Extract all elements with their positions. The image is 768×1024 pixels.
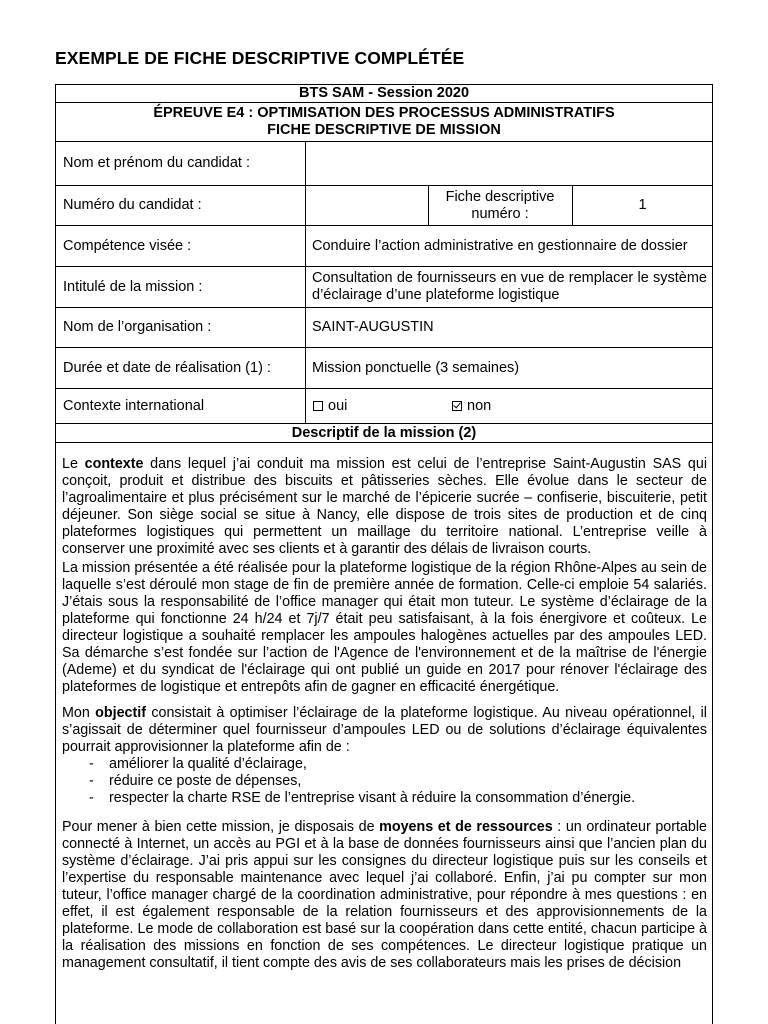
option-oui-label: oui: [328, 397, 348, 414]
descriptif-heading: Descriptif de la mission (2): [291, 424, 477, 441]
column-divider: [305, 141, 306, 423]
option-oui[interactable]: [313, 389, 453, 423]
candidate-number-field[interactable]: [312, 186, 422, 225]
column-divider: [428, 185, 429, 225]
paragraph-contexte: Le contexte dans lequel j’ai conduit ma mission est celui de l’entreprise Saint-Augustin SAS qui conçoit, produit et distribue des biscuits et pâtisseries sèches. Elle évolue dans le secteur de l’agroalimentaire et plus précisément sur le marché de l’épicerie sucrée – confiserie, biscuiterie, petit déjeuner. Son siège social se situe à Nancy, elle dispose de trois sites de production et de cinq plateformes logistiques qui permettent un maillage du territoire national. L’entreprise veille à conserver une proximité avec ses clients et à garantir des délais de livraison courts.: [62, 456, 707, 557]
fiche-number-field[interactable]: 1: [638, 197, 647, 213]
fiche-subtitle: FICHE DESCRIPTIVE DE MISSION: [267, 122, 501, 138]
paragraph-objectif: Mon objectif consistait à optimiser l’éclairage de la plateforme logistique. Au niveau opérationnel, il s’agissait de déterminer quel fournisseur d’ampoules LED ou de solutions d’éclairage équivalentes pourrait approvisionner la plateforme afin de :: [62, 705, 707, 755]
paragraph-mission: La mission présentée a été réalisée pour la plateforme logistique de la région Rhône-Alpes au sein de laquelle s’est déroulé mon stage de fin de première année de formation. Celle-ci emploie 54 salariés. J’étais sous la responsabilité de l’office manager qui était mon tuteur. Le système d’éclairage de la plateforme qui fonctionne 24 h/24 et 7j/7 était peu satisfaisant, à la fois énergivore et coûteux. Le directeur logistique a souhaité remplacer les ampoules halogènes actuelles par des ampoules LED. Sa démarche s’est fondée sur l’action de l'Agence de l'environnement et de la maîtrise de l'énergie (Ademe) et du syndicat de l'éclairage qui ont publié un guide en 2017 pour rénover l'éclairage des plateformes de logistique et entrepôts afin de gagner en efficacité énergétique.: [62, 560, 707, 695]
checkbox-oui[interactable]: [313, 401, 323, 411]
contexte-label: Contexte international: [63, 397, 205, 414]
divider: [56, 442, 712, 443]
competence-value: Conduire l’action administrative en gestionnaire de dossier: [312, 237, 688, 254]
mission-form: [55, 84, 713, 1024]
objectif-list: [62, 756, 707, 807]
list-item: - améliorer la qualité d’éclairage,: [62, 756, 707, 773]
paragraph-moyens: Pour mener à bien cette mission, je disposais de moyens et de ressources : un ordinateur portable connecté à Internet, un accès au PGI et à la base de données fournisseurs ainsi que l’ancien plan du système d’éclairage. J’ai pris appui sur les consignes du directeur logistique puis sur les conseils et l’expertise du responsable maintenance avec lequel j’ai collaboré. Enfin, j’ai pu compter sur mon tuteur, l’office manager chargé de la coordination administrative, pour répondre à mes questions : en effet, il est également responsable de la relation fournisseurs et des approvisionnements de la plateforme. Le mode de collaboration est basé sur la coopération dans cette entité, chacun participe à la réalisation des missions en fonction de ses compétences. Le directeur logistique pratique un management consultatif, il tient compte des avis de ses collaborateurs mais les prises de décision: [62, 819, 707, 971]
document-title: EXEMPLE DE FICHE DESCRIPTIVE COMPLÉTÉE: [55, 48, 465, 68]
epreuve-title: ÉPREUVE E4 : OPTIMISATION DES PROCESSUS ADMINISTRATIFS: [153, 105, 615, 121]
option-non[interactable]: [452, 389, 592, 423]
organisation-label: Nom de l’organisation :: [63, 319, 212, 335]
mission-label: Intitulé de la mission :: [63, 278, 203, 295]
candidate-name-label: Nom et prénom du candidat :: [63, 155, 250, 171]
candidate-number-label: Numéro du candidat :: [63, 197, 202, 213]
epreuve-header: [56, 103, 712, 141]
list-item: - réduire ce poste de dépenses,: [62, 773, 707, 790]
keyword-moyens: moyens et de ressources: [379, 819, 553, 835]
fiche-number-label: Fiche descriptive numéro :: [445, 188, 555, 222]
duree-label: Durée et date de réalisation (1) :: [63, 359, 271, 376]
checkbox-non[interactable]: [452, 401, 462, 411]
competence-label: Compétence visée :: [63, 237, 192, 254]
organisation-field[interactable]: SAINT-AUGUSTIN: [312, 319, 434, 335]
session-header: BTS SAM - Session 2020: [298, 85, 470, 101]
mission-value: Consultation de fournisseurs en vue de remplacer le système d’éclairage d’une plateforme logistique: [312, 270, 707, 303]
candidate-name-field[interactable]: [312, 142, 707, 185]
duree-field[interactable]: Mission ponctuelle (3 semaines): [312, 359, 520, 376]
competence-field[interactable]: [312, 226, 707, 266]
keyword-objectif: objectif: [95, 705, 147, 721]
keyword-contexte: contexte: [84, 456, 144, 472]
mission-field[interactable]: [312, 267, 707, 307]
descriptif-body: [62, 456, 707, 972]
option-non-label: non: [467, 397, 492, 414]
list-item: - respecter la charte RSE de l’entreprise visant à réduire la consommation d’énergie.: [62, 790, 707, 807]
